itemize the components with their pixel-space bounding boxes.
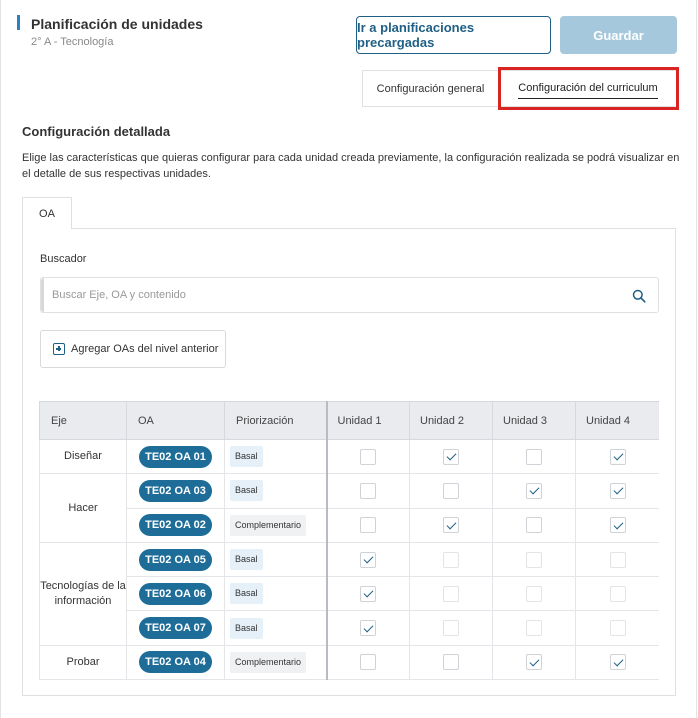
- unit-4-checkbox[interactable]: [610, 654, 626, 670]
- table-row: [40, 611, 660, 645]
- oa-cell: [127, 440, 225, 474]
- eje-cell: Tecnologías de la información: [40, 542, 127, 645]
- unit-2-cell: [410, 474, 493, 508]
- save-button[interactable]: Guardar: [560, 16, 677, 54]
- eje-cell: Hacer: [40, 474, 127, 543]
- unit-3-cell: [493, 577, 576, 611]
- priority-cell: [225, 577, 327, 611]
- unit-4-checkbox[interactable]: [610, 517, 626, 533]
- search-input[interactable]: [52, 279, 622, 311]
- header-unit-1: Unidad 1: [327, 402, 410, 440]
- page-subtitle: 2° A - Tecnología: [31, 36, 114, 48]
- unit-2-checkbox: [443, 620, 459, 636]
- oa-code-badge[interactable]: TE02 OA 06: [139, 583, 212, 605]
- header-priority: Priorización: [225, 402, 327, 440]
- unit-1-checkbox[interactable]: [360, 620, 376, 636]
- section-description: Elige las características que quieras configurar para cada unidad creada previamente, la configuración realizada se podrá visualizar en el detalle de sus respectivas unidades.: [22, 152, 680, 180]
- title-accent-bar: [17, 15, 20, 30]
- unit-1-checkbox[interactable]: [360, 483, 376, 499]
- unit-3-cell: [493, 474, 576, 508]
- unit-4-checkbox: [610, 620, 626, 636]
- preloaded-plans-button[interactable]: Ir a planificaciones precargadas: [356, 16, 551, 54]
- tab-curriculum-label: Configuración del curriculum: [518, 78, 657, 99]
- table-row: [40, 440, 660, 474]
- tab-general-label: Configuración general: [376, 82, 485, 95]
- priority-cell: [225, 474, 327, 508]
- oa-cell: [127, 474, 225, 508]
- page-title: Planificación de unidades: [31, 16, 203, 32]
- priority-tag: Complementario: [230, 515, 306, 536]
- unit-4-checkbox[interactable]: [610, 483, 626, 499]
- unit-2-checkbox[interactable]: [443, 483, 459, 499]
- unit-4-checkbox: [610, 552, 626, 568]
- unit-3-checkbox: [526, 586, 542, 602]
- unit-4-checkbox[interactable]: [610, 449, 626, 465]
- unit-1-cell: [327, 474, 410, 508]
- add-button-label: Agregar OAs del nivel anterior: [71, 343, 219, 355]
- priority-tag: Basal: [230, 446, 263, 467]
- table-header-row: [40, 402, 660, 440]
- unit-3-cell: [493, 542, 576, 576]
- unit-3-checkbox: [526, 620, 542, 636]
- tab-general-configuration[interactable]: [362, 70, 498, 107]
- unit-3-cell: [493, 611, 576, 645]
- priority-cell: [225, 611, 327, 645]
- unit-1-cell: [327, 542, 410, 576]
- unit-2-cell: [410, 440, 493, 474]
- unit-3-checkbox[interactable]: [526, 654, 542, 670]
- unit-4-cell: [576, 542, 660, 576]
- unit-4-cell: [576, 508, 660, 542]
- unit-1-cell: [327, 440, 410, 474]
- tab-oa[interactable]: OA: [22, 197, 72, 229]
- header-oa: OA: [127, 402, 225, 440]
- oa-table: [39, 401, 659, 680]
- unit-2-checkbox[interactable]: [443, 517, 459, 533]
- table-row: [40, 508, 660, 542]
- unit-4-cell: [576, 645, 660, 679]
- search-icon[interactable]: [632, 289, 646, 303]
- table-row: [40, 577, 660, 611]
- oa-table-container: [39, 401, 659, 681]
- unit-1-cell: [327, 577, 410, 611]
- oa-code-badge[interactable]: TE02 OA 05: [139, 549, 212, 571]
- oa-cell: [127, 508, 225, 542]
- unit-3-checkbox[interactable]: [526, 483, 542, 499]
- header-unit-2: Unidad 2: [410, 402, 493, 440]
- unit-3-checkbox: [526, 552, 542, 568]
- unit-3-cell: [493, 440, 576, 474]
- unit-3-checkbox[interactable]: [526, 517, 542, 533]
- table-row: [40, 474, 660, 508]
- priority-tag: Basal: [230, 618, 263, 639]
- search-field: [40, 277, 659, 313]
- unit-4-cell: [576, 440, 660, 474]
- unit-2-cell: [410, 542, 493, 576]
- oa-cell: [127, 645, 225, 679]
- eje-cell: Diseñar: [40, 440, 127, 474]
- priority-tag: Basal: [230, 583, 263, 604]
- header-unit-4: Unidad 4: [576, 402, 660, 440]
- priority-cell: [225, 542, 327, 576]
- tab-curriculum-configuration[interactable]: [498, 70, 678, 107]
- oa-code-badge[interactable]: TE02 OA 03: [139, 480, 212, 502]
- priority-cell: [225, 645, 327, 679]
- oa-cell: [127, 611, 225, 645]
- unit-2-cell: [410, 645, 493, 679]
- eje-cell: Probar: [40, 645, 127, 679]
- oa-code-badge[interactable]: TE02 OA 02: [139, 514, 212, 536]
- priority-cell: [225, 440, 327, 474]
- oa-code-badge[interactable]: TE02 OA 04: [139, 651, 212, 673]
- unit-1-checkbox[interactable]: [360, 586, 376, 602]
- unit-2-checkbox[interactable]: [443, 654, 459, 670]
- priority-tag: Complementario: [230, 652, 306, 673]
- oa-code-badge[interactable]: TE02 OA 07: [139, 617, 212, 639]
- unit-1-checkbox[interactable]: [360, 449, 376, 465]
- table-row: [40, 645, 660, 679]
- priority-tag: Basal: [230, 549, 263, 570]
- unit-2-cell: [410, 508, 493, 542]
- unit-1-checkbox[interactable]: [360, 654, 376, 670]
- table-row: [40, 542, 660, 576]
- oa-cell: [127, 542, 225, 576]
- unit-2-checkbox: [443, 552, 459, 568]
- unit-3-cell: [493, 508, 576, 542]
- table-body: [40, 440, 660, 680]
- oa-code-badge[interactable]: TE02 OA 01: [139, 446, 212, 468]
- oa-cell: [127, 577, 225, 611]
- unit-2-checkbox[interactable]: [443, 449, 459, 465]
- unit-2-cell: [410, 611, 493, 645]
- unit-4-cell: [576, 474, 660, 508]
- unit-4-checkbox: [610, 586, 626, 602]
- search-label: Buscador: [40, 253, 87, 265]
- unit-1-checkbox[interactable]: [360, 517, 376, 533]
- unit-2-cell: [410, 577, 493, 611]
- header-unit-3: Unidad 3: [493, 402, 576, 440]
- unit-3-checkbox[interactable]: [526, 449, 542, 465]
- unit-1-cell: [327, 611, 410, 645]
- priority-cell: [225, 508, 327, 542]
- priority-tag: Basal: [230, 480, 263, 501]
- section-title: Configuración detallada: [22, 124, 171, 139]
- unit-2-checkbox: [443, 586, 459, 602]
- add-previous-level-oa-button[interactable]: [40, 330, 226, 368]
- unit-3-cell: [493, 645, 576, 679]
- unit-1-cell: [327, 508, 410, 542]
- unit-4-cell: [576, 577, 660, 611]
- header-eje: Eje: [40, 402, 127, 440]
- unit-1-cell: [327, 645, 410, 679]
- plus-square-icon: [53, 343, 65, 355]
- unit-1-checkbox[interactable]: [360, 552, 376, 568]
- unit-4-cell: [576, 611, 660, 645]
